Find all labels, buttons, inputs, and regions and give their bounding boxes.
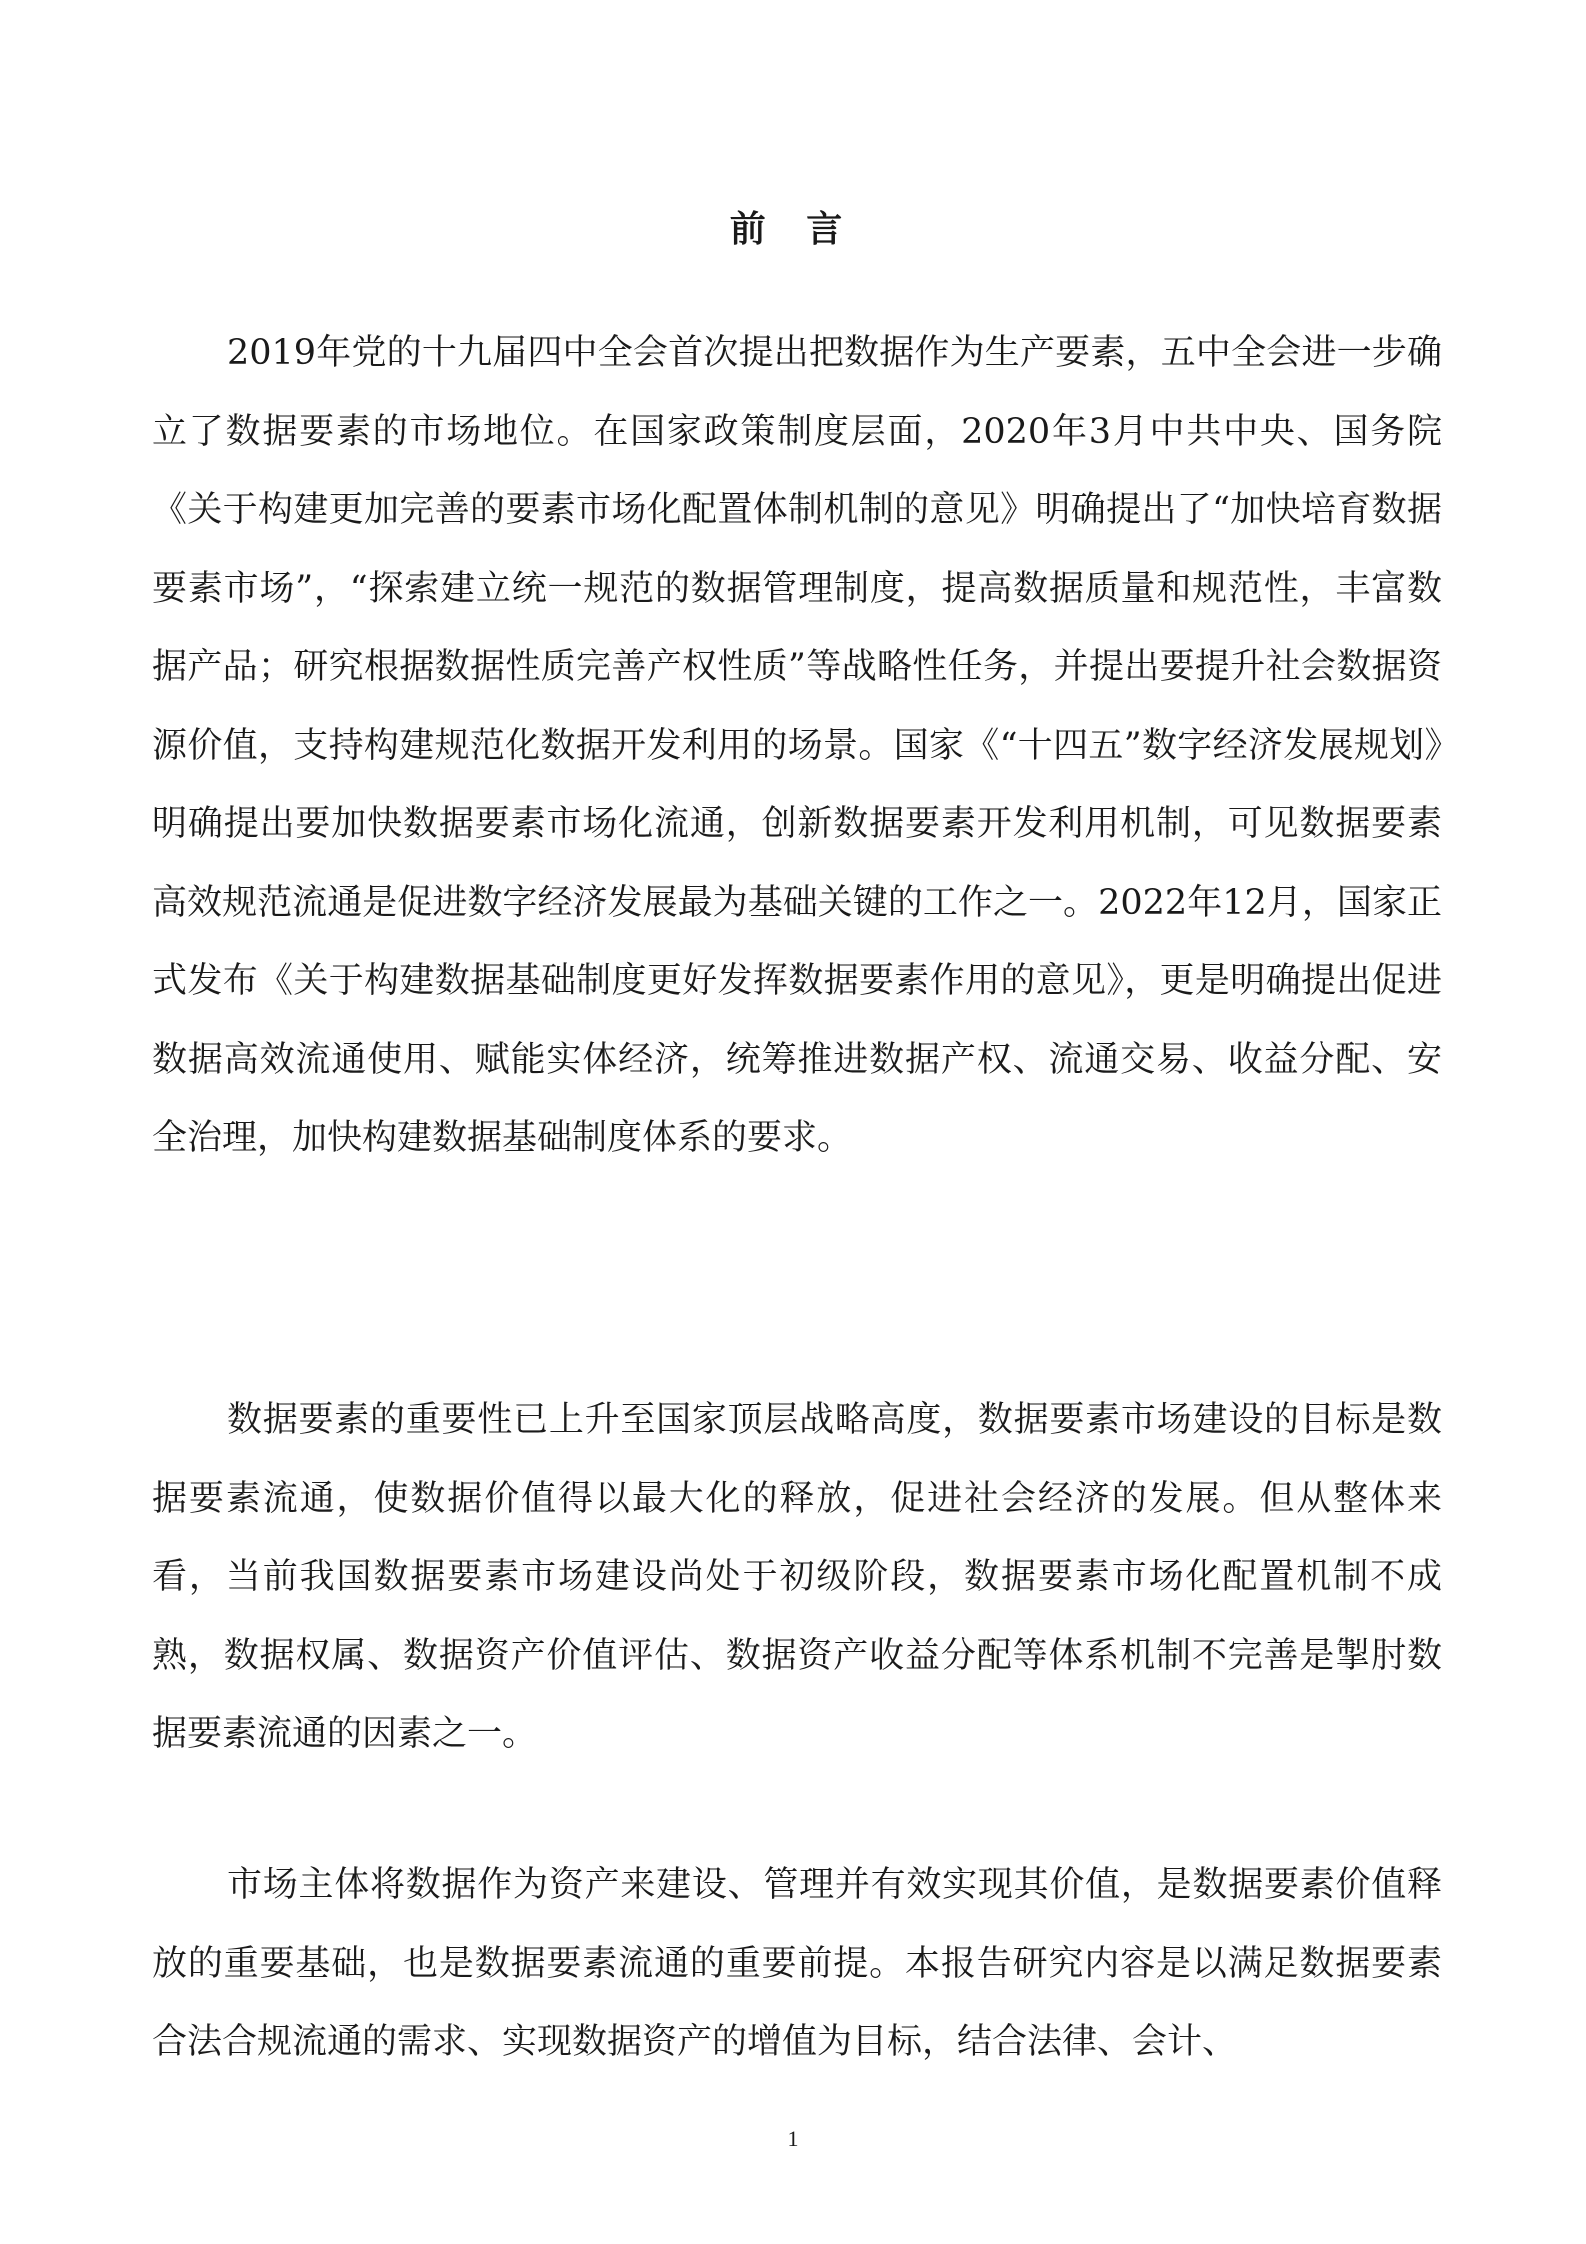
page-title: 前 言 bbox=[729, 209, 857, 250]
paragraph-1: 2019年党的十九届四中全会首次提出把数据作为生产要素，五中全会进一步确立了数据要素的市场地位。在国家政策制度层面，2020年3月中共中央、国务院《关于构建更加完善的要素市场化配置体制机制的意见》明确提出了“加快培育数据要素市场”，“探索建立统一规范的数据管理制度，提高数据质量和规范性，丰富数据产品；研究根据数据性质完善产权性质”等战略性任务，并提出要提升社会数据资源价值，支持构建规范化数据开发利用的场景。国家《“十四五”数字经济发展规划》明确提出要加快数据要素市场化流通，创新数据要素开发利用机制，可见数据要素高效规范流通是促进数字经济发展最为基础关键的工作之一。2022年12月，国家正式发布《关于构建数据基础制度更好发挥数据要素作用的意见》，更是明确提出促进数据高效流通使用、赋能实体经济，统筹推进数据产权、流通交易、收益分配、安全治理，加快构建数据基础制度体系的要求。 bbox=[152, 333, 1442, 1158]
paragraph-3: 市场主体将数据作为资产来建设、管理并有效实现其价值，是数据要素价值释放的重要基础，也是数据要素流通的重要前提。本报告研究内容是以满足数据要素合法合规流通的需求、实现数据资产的增值为目标，结合法律、会计、 bbox=[152, 1865, 1442, 2062]
page-number: 1 bbox=[787, 2126, 799, 2151]
paragraph-2: 数据要素的重要性已上升至国家顶层战略高度，数据要素市场建设的目标是数据要素流通，使数据价值得以最大化的释放，促进社会经济的发展。但从整体来看，当前我国数据要素市场建设尚处于初级阶段，数据要素市场化配置机制不成熟，数据权属、数据资产价值评估、数据资产收益分配等体系机制不完善是掣肘数据要素流通的因素之一。 bbox=[152, 1400, 1442, 1754]
